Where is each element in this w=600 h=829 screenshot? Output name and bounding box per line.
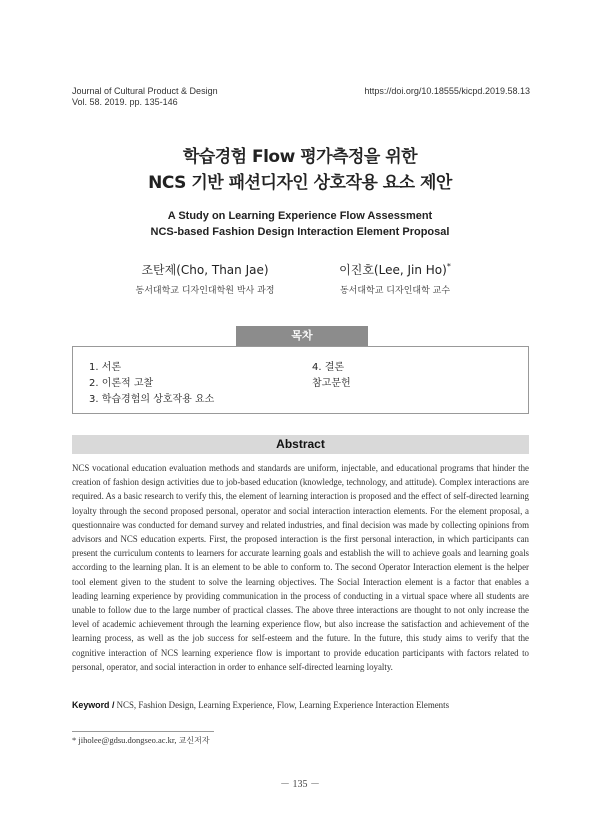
keyword-list: NCS, Fashion Design, Learning Experience, Flow, Learning Experience Interaction Elements [116, 700, 450, 710]
keyword-label: Keyword / [72, 700, 115, 710]
journal-header [72, 86, 218, 108]
toc-heading: 목차 [236, 326, 368, 346]
corresponding-mark: * [446, 262, 451, 271]
page-number: － 135 － [280, 779, 320, 790]
author-2-affiliation: 동서대학교 디자인대학 교수 [339, 286, 451, 296]
keywords [72, 700, 529, 710]
abstract-text: NCS vocational education evaluation methods and standards are uniform, injectable, and educational programs that hinder the creation of fashion design activities due to job-based education (knowledge, technology, and attitude). Complex interactions are required. As a basic research to verify this, the element of learning interaction is proposed and the effect of self-directed learning loyalty through the second proposed personal, operator and social interaction interaction elements. For the element proposal, a questionnaire was conducted for demand survey and related industries, and final decision was made by collecting opinions from advisors and NCS education experts. First, the proposed interaction is the first personal interaction, in which participants can present the curriculum contents to learners for accurate learning goals and establish the will to achieve goals and learning goals according to the learning plan. It is an element to be able to conform to. The second Operator Interaction element is the helper tool element given to the student to solve the learning objectives. The Social Interaction element is a factor that enables a leading learning experience by providing communication in the process of conducting in a virtual space where all students are unable to follow due to the large number of practical classes. The above three interactions are thought to not only increase the level of academic achievement through the learning experience flow, but also increase the satisfaction and achievement of the learning process, as well as the job success for self-esteem and the future. In the future, this study aims to verify that the cognitive interaction of NCS learning experience flow is important to provide education participants with factors related to personal, operator, and social interaction in order to enhance self-directed learning loyalty. [72, 463, 529, 672]
korean-title-line-2: NCS 기반 패션디자인 상호작용 요소 제안 [148, 173, 452, 193]
footnote-role: 교신저자 [178, 736, 210, 745]
author-1-affiliation: 동서대학교 디자인대학원 박사 과정 [135, 286, 275, 296]
author-1-name: 조탄제(Cho, Than Jae) [141, 263, 269, 277]
author-2-name: 이진호(Lee, Jin Ho)* [339, 262, 451, 277]
doi-link[interactable]: https://doi.org/10.18555/kicpd.2019.58.13 [364, 86, 530, 96]
toc-item: 2. 이론적 고찰 [89, 378, 154, 389]
footnote-mark: * [72, 735, 77, 745]
abstract-heading-bar [72, 435, 529, 454]
english-title-line-1: A Study on Learning Experience Flow Assessment [167, 210, 433, 222]
toc-item: 3. 학습경험의 상호작용 요소 [89, 394, 215, 405]
korean-title-line-1: 학습경험 Flow 평가측정을 위한 [182, 147, 418, 167]
toc-item: 참고문헌 [312, 378, 351, 389]
toc-item: 4. 결론 [312, 362, 345, 373]
toc-item: 1. 서론 [89, 362, 122, 373]
abstract-heading: Abstract [276, 437, 325, 451]
footnote [72, 735, 210, 746]
journal-name: Journal of Cultural Product & Design [72, 86, 218, 96]
english-title-line-2: NCS-based Fashion Design Interaction Element Proposal [150, 226, 450, 238]
footnote-divider [72, 731, 214, 732]
table-of-contents [72, 346, 529, 414]
journal-volume: Vol. 58. 2019. pp. 135-146 [72, 97, 178, 107]
footnote-email: jiholee@gdsu.dongseo.ac.kr, [78, 735, 177, 745]
